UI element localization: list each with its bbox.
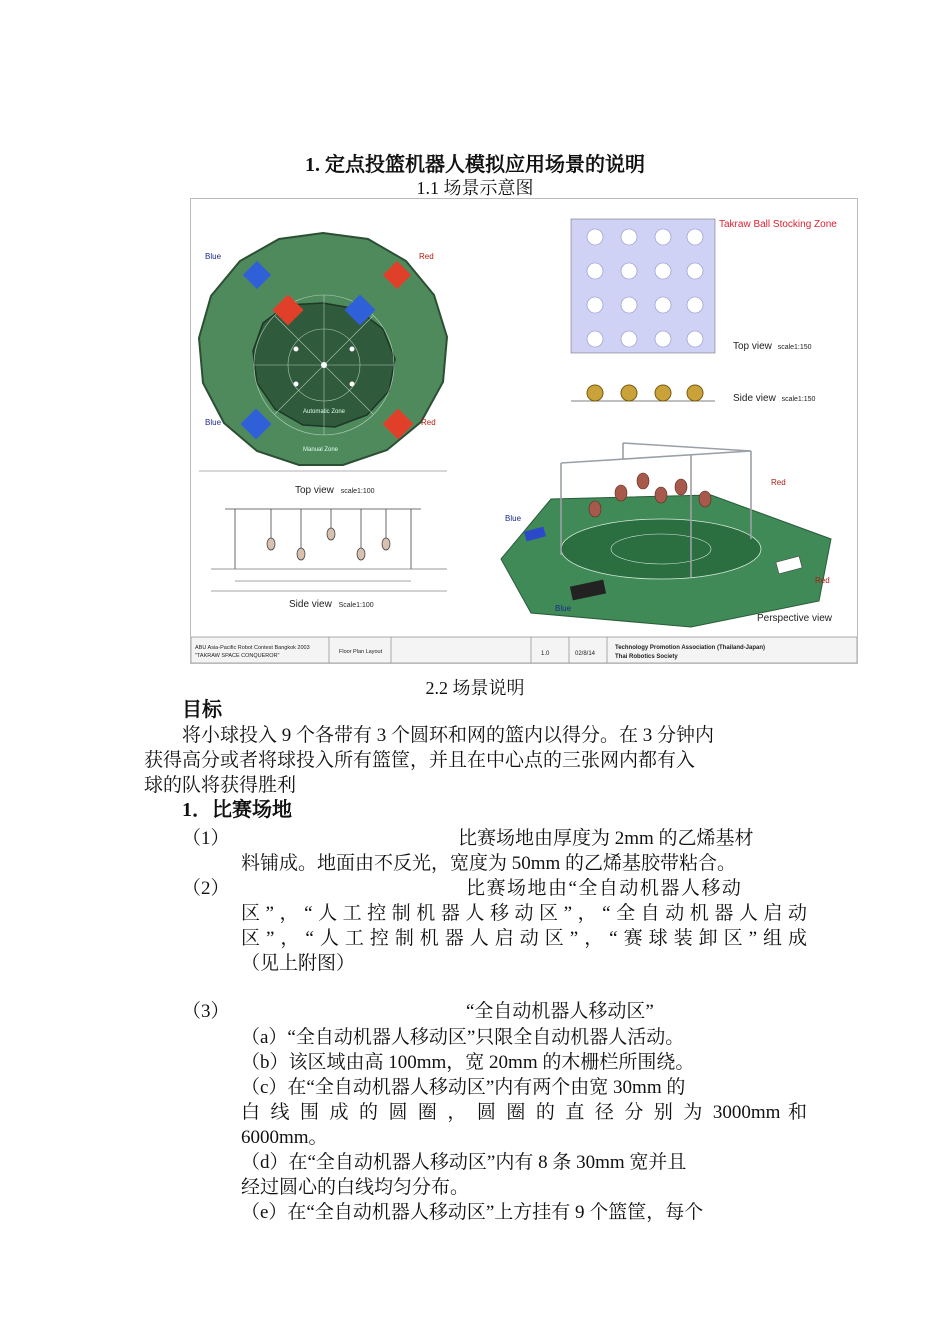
side-view-label: Side view: [289, 599, 332, 610]
red-label-bottom: Red: [421, 418, 436, 427]
project-subtitle: "TAKRAW SPACE CONQUEROR": [195, 653, 280, 659]
drawing-date: 02/8/14: [575, 651, 596, 657]
blue-label-persp-left: Blue: [505, 514, 522, 523]
venue-heading: 1．比赛场地: [182, 799, 292, 821]
zone-side-view-label: Side view: [733, 393, 776, 404]
sub-item-c-1: （c）在“全自动机器人移动区”内有两个由宽 30mm 的: [241, 1077, 686, 1098]
item-1-number: （1）: [182, 828, 230, 849]
svg-text:Top view scale1:100: [295, 485, 375, 496]
blue-label-bottom: Blue: [205, 418, 222, 427]
stocking-zone-top: [571, 219, 837, 353]
goal-line-1: 将小球投入 9 个各带有 3 个圆环和网的篮内以得分。在 3 分钟内: [182, 725, 715, 746]
red-label-top: Red: [419, 252, 434, 261]
blue-label-persp-bottom: Blue: [555, 604, 572, 613]
item-1-first: 比赛场地由厚度为 2mm 的乙烯基材: [458, 828, 754, 849]
stocking-zone-side: [571, 385, 816, 404]
zone-top-view-label: Top view: [733, 341, 772, 352]
red-label-persp-bottom: Red: [815, 576, 830, 585]
title-block: [191, 637, 857, 663]
sub-item-b: （b）该区域由高 100mm，宽 20mm 的木栅栏所围绕。: [241, 1052, 695, 1073]
goal-heading: 目标: [182, 699, 222, 721]
perspective-view: [501, 443, 833, 627]
blue-label-top: Blue: [205, 252, 222, 261]
sub-item-d-2: 经过圆心的白线均匀分布。: [241, 1177, 470, 1198]
revision: 1.0: [541, 651, 550, 657]
stocking-zone-title: Takraw Ball Stocking Zone: [719, 219, 837, 230]
sub-item-e-1: （e）在“全自动机器人移动区”上方挂有 9 个篮筐，每个: [241, 1202, 704, 1223]
item-2-line-1: 区”，“人工控制机器人移动区”，“全自动机器人启动: [241, 903, 807, 924]
item-3-number: （3）: [182, 1001, 230, 1022]
venue-diagram: [190, 198, 858, 664]
org-name-2: Thai Robotics Society: [615, 654, 678, 660]
side-view-scale: Scale1:100: [338, 602, 374, 609]
goal-line-2: 获得高分或者将球投入所有篮筐，并且在中心点的三张网内都有入: [144, 750, 696, 771]
drawing-name: Floor Plan Layout: [339, 649, 383, 655]
section-caption: 2.2 场景说明: [425, 678, 525, 698]
sub-item-c-3: 6000mm。: [241, 1127, 328, 1148]
svg-text:Side view scale1:150: [733, 393, 816, 404]
sub-item-c-2: 白 线 围 成 的 圆 圈 ， 圆 圈 的 直 径 分 别 为 3000mm 和: [241, 1102, 807, 1123]
item-2-line-2: 区”，“人工控制机器人启动区”，“赛球装卸区”组成: [241, 928, 807, 949]
top-view-scale: scale1:100: [340, 488, 375, 495]
org-name-1: Technology Promotion Association (Thailand-Japan): [615, 645, 766, 651]
top-view-arena: [199, 233, 447, 496]
item-3-first: “全自动机器人移动区”: [466, 1001, 654, 1022]
item-2-number: （2）: [182, 878, 230, 899]
sub-item-d-1: （d）在“全自动机器人移动区”内有 8 条 30mm 宽并且: [241, 1152, 687, 1173]
automatic-zone-label: Automatic Zone: [303, 409, 346, 415]
figure-caption: 1.1 场景示意图: [416, 178, 534, 198]
top-view-label: Top view: [295, 485, 334, 496]
manual-zone-label: Manual Zone: [303, 447, 339, 453]
project-title: ABU Asia-Pacific Robot Contest Bangkok 2003: [195, 645, 310, 651]
svg-text:Top view scale1:150: [733, 341, 812, 352]
svg-text:Side view Scale1:100: [289, 599, 374, 610]
zone-side-view-scale: scale1:150: [781, 396, 816, 403]
red-label-persp-top: Red: [771, 478, 786, 487]
sub-item-a: （a）“全自动机器人移动区”只限全自动机器人活动。: [241, 1027, 685, 1048]
side-view: [211, 509, 447, 591]
item-2-line-3: （见上附图）: [241, 953, 356, 974]
item-1-rest: 料铺成。地面由不反光，宽度为 50mm 的乙烯基胶带粘合。: [241, 853, 737, 874]
perspective-view-label: Perspective view: [757, 613, 833, 624]
page-title: 1. 定点投篮机器人模拟应用场景的说明: [305, 154, 645, 176]
item-2-first: 比赛场地由“全自动机器人移动: [466, 878, 743, 899]
goal-line-3: 球的队将获得胜利: [144, 775, 297, 796]
zone-top-view-scale: scale1:150: [777, 344, 812, 351]
